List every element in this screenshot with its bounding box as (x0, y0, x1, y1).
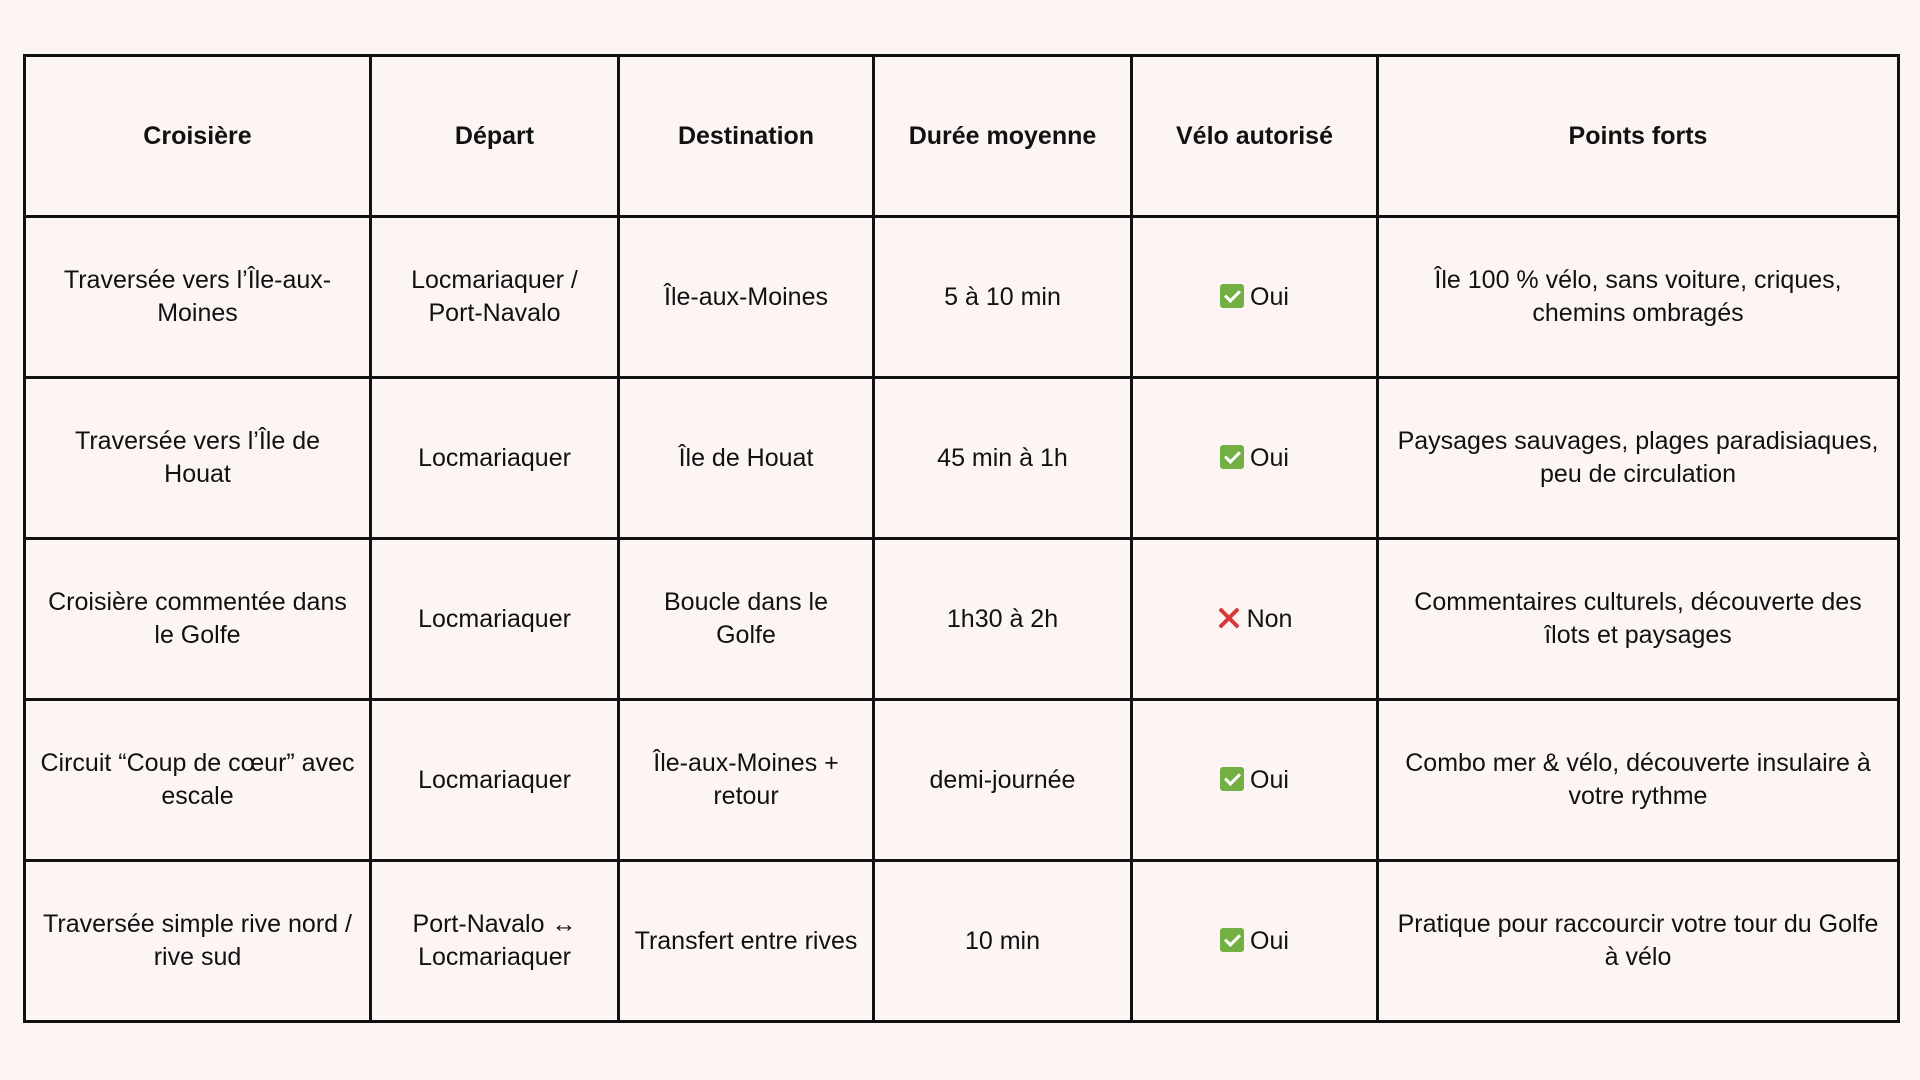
cell-velo (1132, 861, 1378, 1022)
cell-croisiere: Traversée vers l’Île-aux-Moines (25, 217, 371, 378)
velo-label: Non (1246, 604, 1293, 633)
cell-velo (1132, 378, 1378, 539)
cell-depart: Locmariaquer (371, 539, 619, 700)
cell-depart: Locmariaquer (371, 378, 619, 539)
cruise-table (23, 54, 1900, 1023)
cell-velo (1132, 700, 1378, 861)
velo-label: Oui (1250, 765, 1289, 794)
check-icon (1220, 928, 1244, 952)
check-icon (1220, 445, 1244, 469)
table-row (25, 378, 1899, 539)
table-container (23, 54, 1900, 1023)
cell-croisiere: Traversée vers l’Île de Houat (25, 378, 371, 539)
cell-duree: 1h30 à 2h (874, 539, 1132, 700)
header-duree: Durée moyenne (874, 56, 1132, 217)
cell-destination: Boucle dans le Golfe (619, 539, 874, 700)
cell-croisiere: Croisière commentée dans le Golfe (25, 539, 371, 700)
cell-croisiere: Traversée simple rive nord / rive sud (25, 861, 371, 1022)
cell-croisiere: Circuit “Coup de cœur” avec escale (25, 700, 371, 861)
velo-label: Oui (1250, 926, 1289, 955)
velo-label: Oui (1250, 443, 1289, 472)
header-velo: Vélo autorisé (1132, 56, 1378, 217)
table-header-row (25, 56, 1899, 217)
cell-depart: Locmariaquer (371, 700, 619, 861)
header-depart: Départ (371, 56, 619, 217)
cell-destination: Île-aux-Moines + retour (619, 700, 874, 861)
table-row (25, 700, 1899, 861)
cell-points-forts: Combo mer & vélo, découverte insulaire à votre rythme (1378, 700, 1899, 861)
cell-velo (1132, 539, 1378, 700)
cell-destination: Île de Houat (619, 378, 874, 539)
table-row (25, 861, 1899, 1022)
cell-points-forts: Île 100 % vélo, sans voiture, criques, chemins ombragés (1378, 217, 1899, 378)
cell-points-forts: Paysages sauvages, plages paradisiaques, peu de circulation (1378, 378, 1899, 539)
cell-destination: Transfert entre rives (619, 861, 874, 1022)
cell-depart: Port-Navalo ↔ Locmariaquer (371, 861, 619, 1022)
check-icon (1220, 767, 1244, 791)
header-destination: Destination (619, 56, 874, 217)
cell-duree: 10 min (874, 861, 1132, 1022)
cross-icon (1217, 606, 1241, 630)
velo-label: Oui (1250, 282, 1289, 311)
header-points-forts: Points forts (1378, 56, 1899, 217)
cell-velo (1132, 217, 1378, 378)
cell-depart: Locmariaquer / Port-Navalo (371, 217, 619, 378)
cell-points-forts: Pratique pour raccourcir votre tour du Golfe à vélo (1378, 861, 1899, 1022)
table-row (25, 539, 1899, 700)
table-row (25, 217, 1899, 378)
header-croisiere: Croisière (25, 56, 371, 217)
check-icon (1220, 284, 1244, 308)
cell-points-forts: Commentaires culturels, découverte des îlots et paysages (1378, 539, 1899, 700)
cell-duree: 45 min à 1h (874, 378, 1132, 539)
cell-duree: demi-journée (874, 700, 1132, 861)
cell-destination: Île-aux-Moines (619, 217, 874, 378)
cell-duree: 5 à 10 min (874, 217, 1132, 378)
